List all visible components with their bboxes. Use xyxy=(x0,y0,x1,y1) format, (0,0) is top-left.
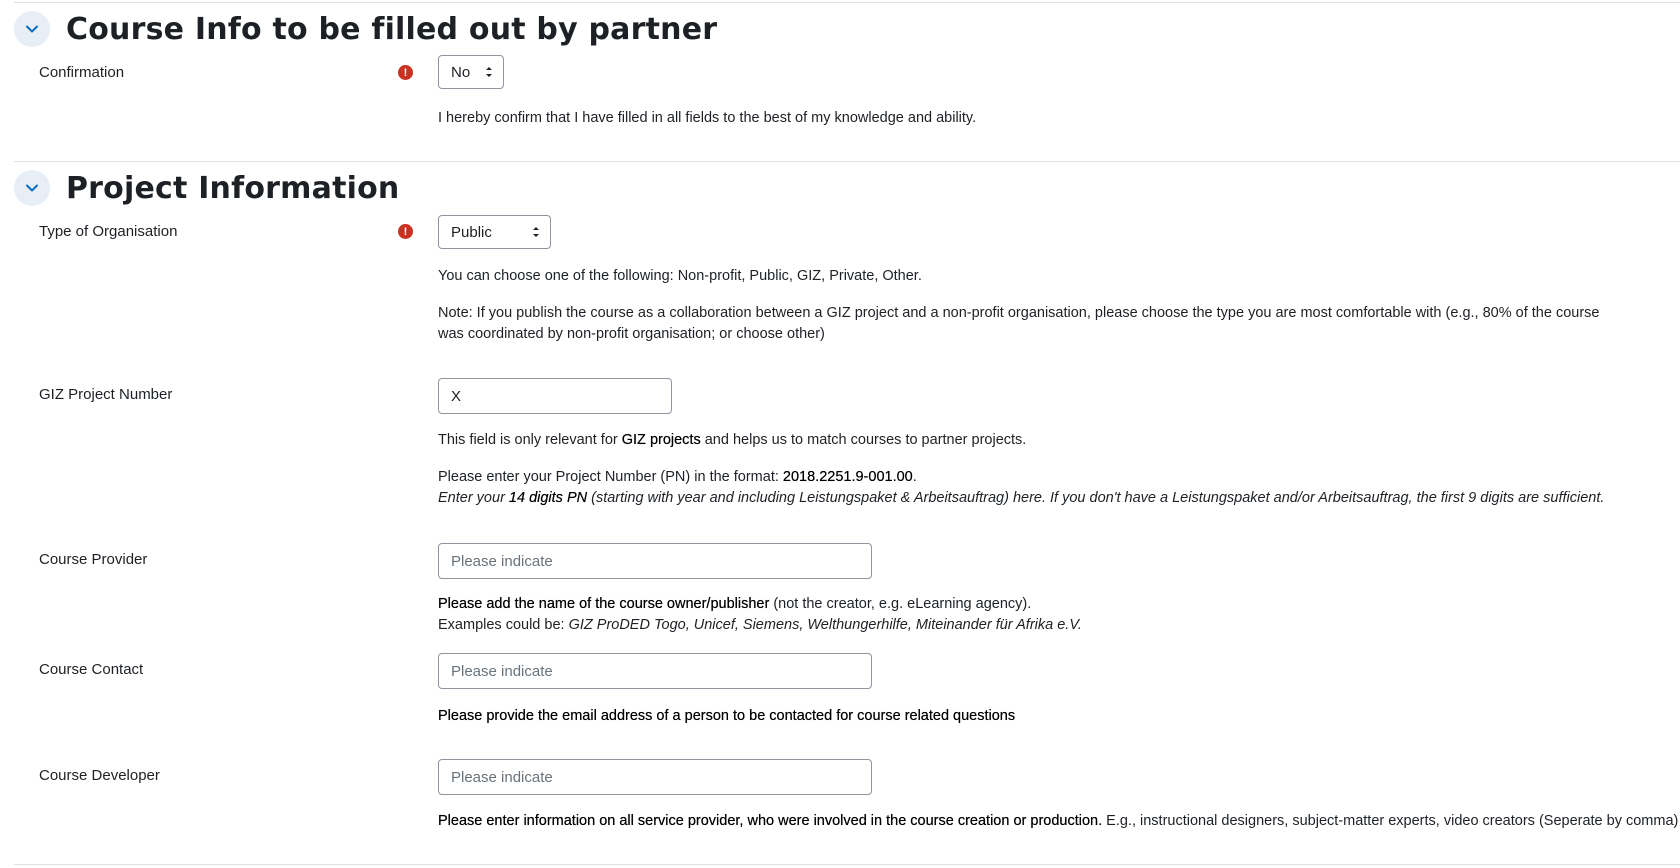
format-example: 2018.2251.9-001.00 xyxy=(782,469,913,485)
course-info-header xyxy=(14,11,717,47)
confirmation-label: Confirmation xyxy=(39,64,125,81)
help-text: E.g., instructional designers, subject-matter experts, video creators (Seperate by comma) xyxy=(1102,813,1679,829)
section-title: Project Information xyxy=(66,170,400,206)
help-emphasis: Please enter information on all service provider, who were involved in the course creation or production. xyxy=(438,813,1103,829)
org-type-label: Type of Organisation xyxy=(39,223,178,240)
provider-input[interactable] xyxy=(438,543,872,579)
section-divider xyxy=(14,161,1680,162)
confirmation-select[interactable] xyxy=(438,55,504,89)
help-emphasis: GIZ projects xyxy=(621,432,701,448)
help-text: . xyxy=(912,469,917,485)
confirmation-value: No xyxy=(451,63,471,81)
collapse-project-info-button[interactable] xyxy=(14,170,50,206)
chevron-down-icon xyxy=(24,180,40,196)
required-icon: ! xyxy=(398,65,413,80)
provider-help xyxy=(438,594,1031,615)
org-type-select[interactable] xyxy=(438,215,551,249)
bottom-divider xyxy=(14,864,1680,865)
contact-input[interactable] xyxy=(438,653,872,689)
confirmation-help: I hereby confirm that I have filled in all fields to the best of my knowledge and ability. xyxy=(438,110,977,126)
help-text: and helps us to match courses to partner projects. xyxy=(700,432,1027,448)
section-title: Course Info to be filled out by partner xyxy=(66,11,718,47)
sort-caret-icon xyxy=(532,225,540,239)
project-number-help xyxy=(438,430,1026,451)
org-type-help: You can choose one of the following: Non-profit, Public, GIZ, Private, Other. xyxy=(438,268,922,284)
org-type-value: Public xyxy=(451,223,492,241)
required-icon: ! xyxy=(398,224,413,239)
help-text: (not the creator, e.g. eLearning agency). xyxy=(769,596,1032,612)
project-number-instructions xyxy=(438,488,1604,509)
developer-input[interactable] xyxy=(438,759,872,795)
chevron-down-icon xyxy=(24,21,40,37)
help-text: Please enter your Project Number (PN) in the format: xyxy=(438,469,783,485)
project-number-format xyxy=(438,467,917,488)
provider-label: Course Provider xyxy=(39,551,148,568)
contact-help xyxy=(438,706,1015,727)
help-text: Examples could be: xyxy=(438,617,569,633)
org-type-note: Note: If you publish the course as a collaboration between a GIZ project and a non-profit organisation, please choose the type you are most comfortable with (e.g., 80% of the course was coordinated by non-profit organisation; or choose other) xyxy=(438,305,1600,342)
help-emphasis: Please provide the email address of a person to be contacted for course related questions xyxy=(438,708,1016,724)
help-emphasis: Please add the name of the course owner/publisher xyxy=(438,596,770,612)
developer-label: Course Developer xyxy=(39,767,160,784)
help-text: Enter your xyxy=(438,490,509,506)
help-emphasis: 14 digits PN xyxy=(508,490,588,506)
contact-label: Course Contact xyxy=(39,661,144,678)
help-text: (starting with year and including Leistungspaket & Arbeitsauftrag) here. If you don't have a Leistungspaket and/or Arbeitsauftrag, the first 9 digits are sufficient. xyxy=(587,490,1605,506)
developer-help xyxy=(438,811,1678,832)
provider-examples xyxy=(438,615,1082,636)
help-text: This field is only relevant for xyxy=(438,432,622,448)
sort-caret-icon xyxy=(485,65,493,79)
project-info-header xyxy=(14,170,399,206)
project-number-label: GIZ Project Number xyxy=(39,386,173,403)
collapse-course-info-button[interactable] xyxy=(14,11,50,47)
project-number-input[interactable] xyxy=(438,378,672,414)
examples-list: GIZ ProDED Togo, Unicef, Siemens, Welthungerhilfe, Miteinander für Afrika e.V. xyxy=(568,617,1082,633)
top-divider xyxy=(14,2,1680,3)
